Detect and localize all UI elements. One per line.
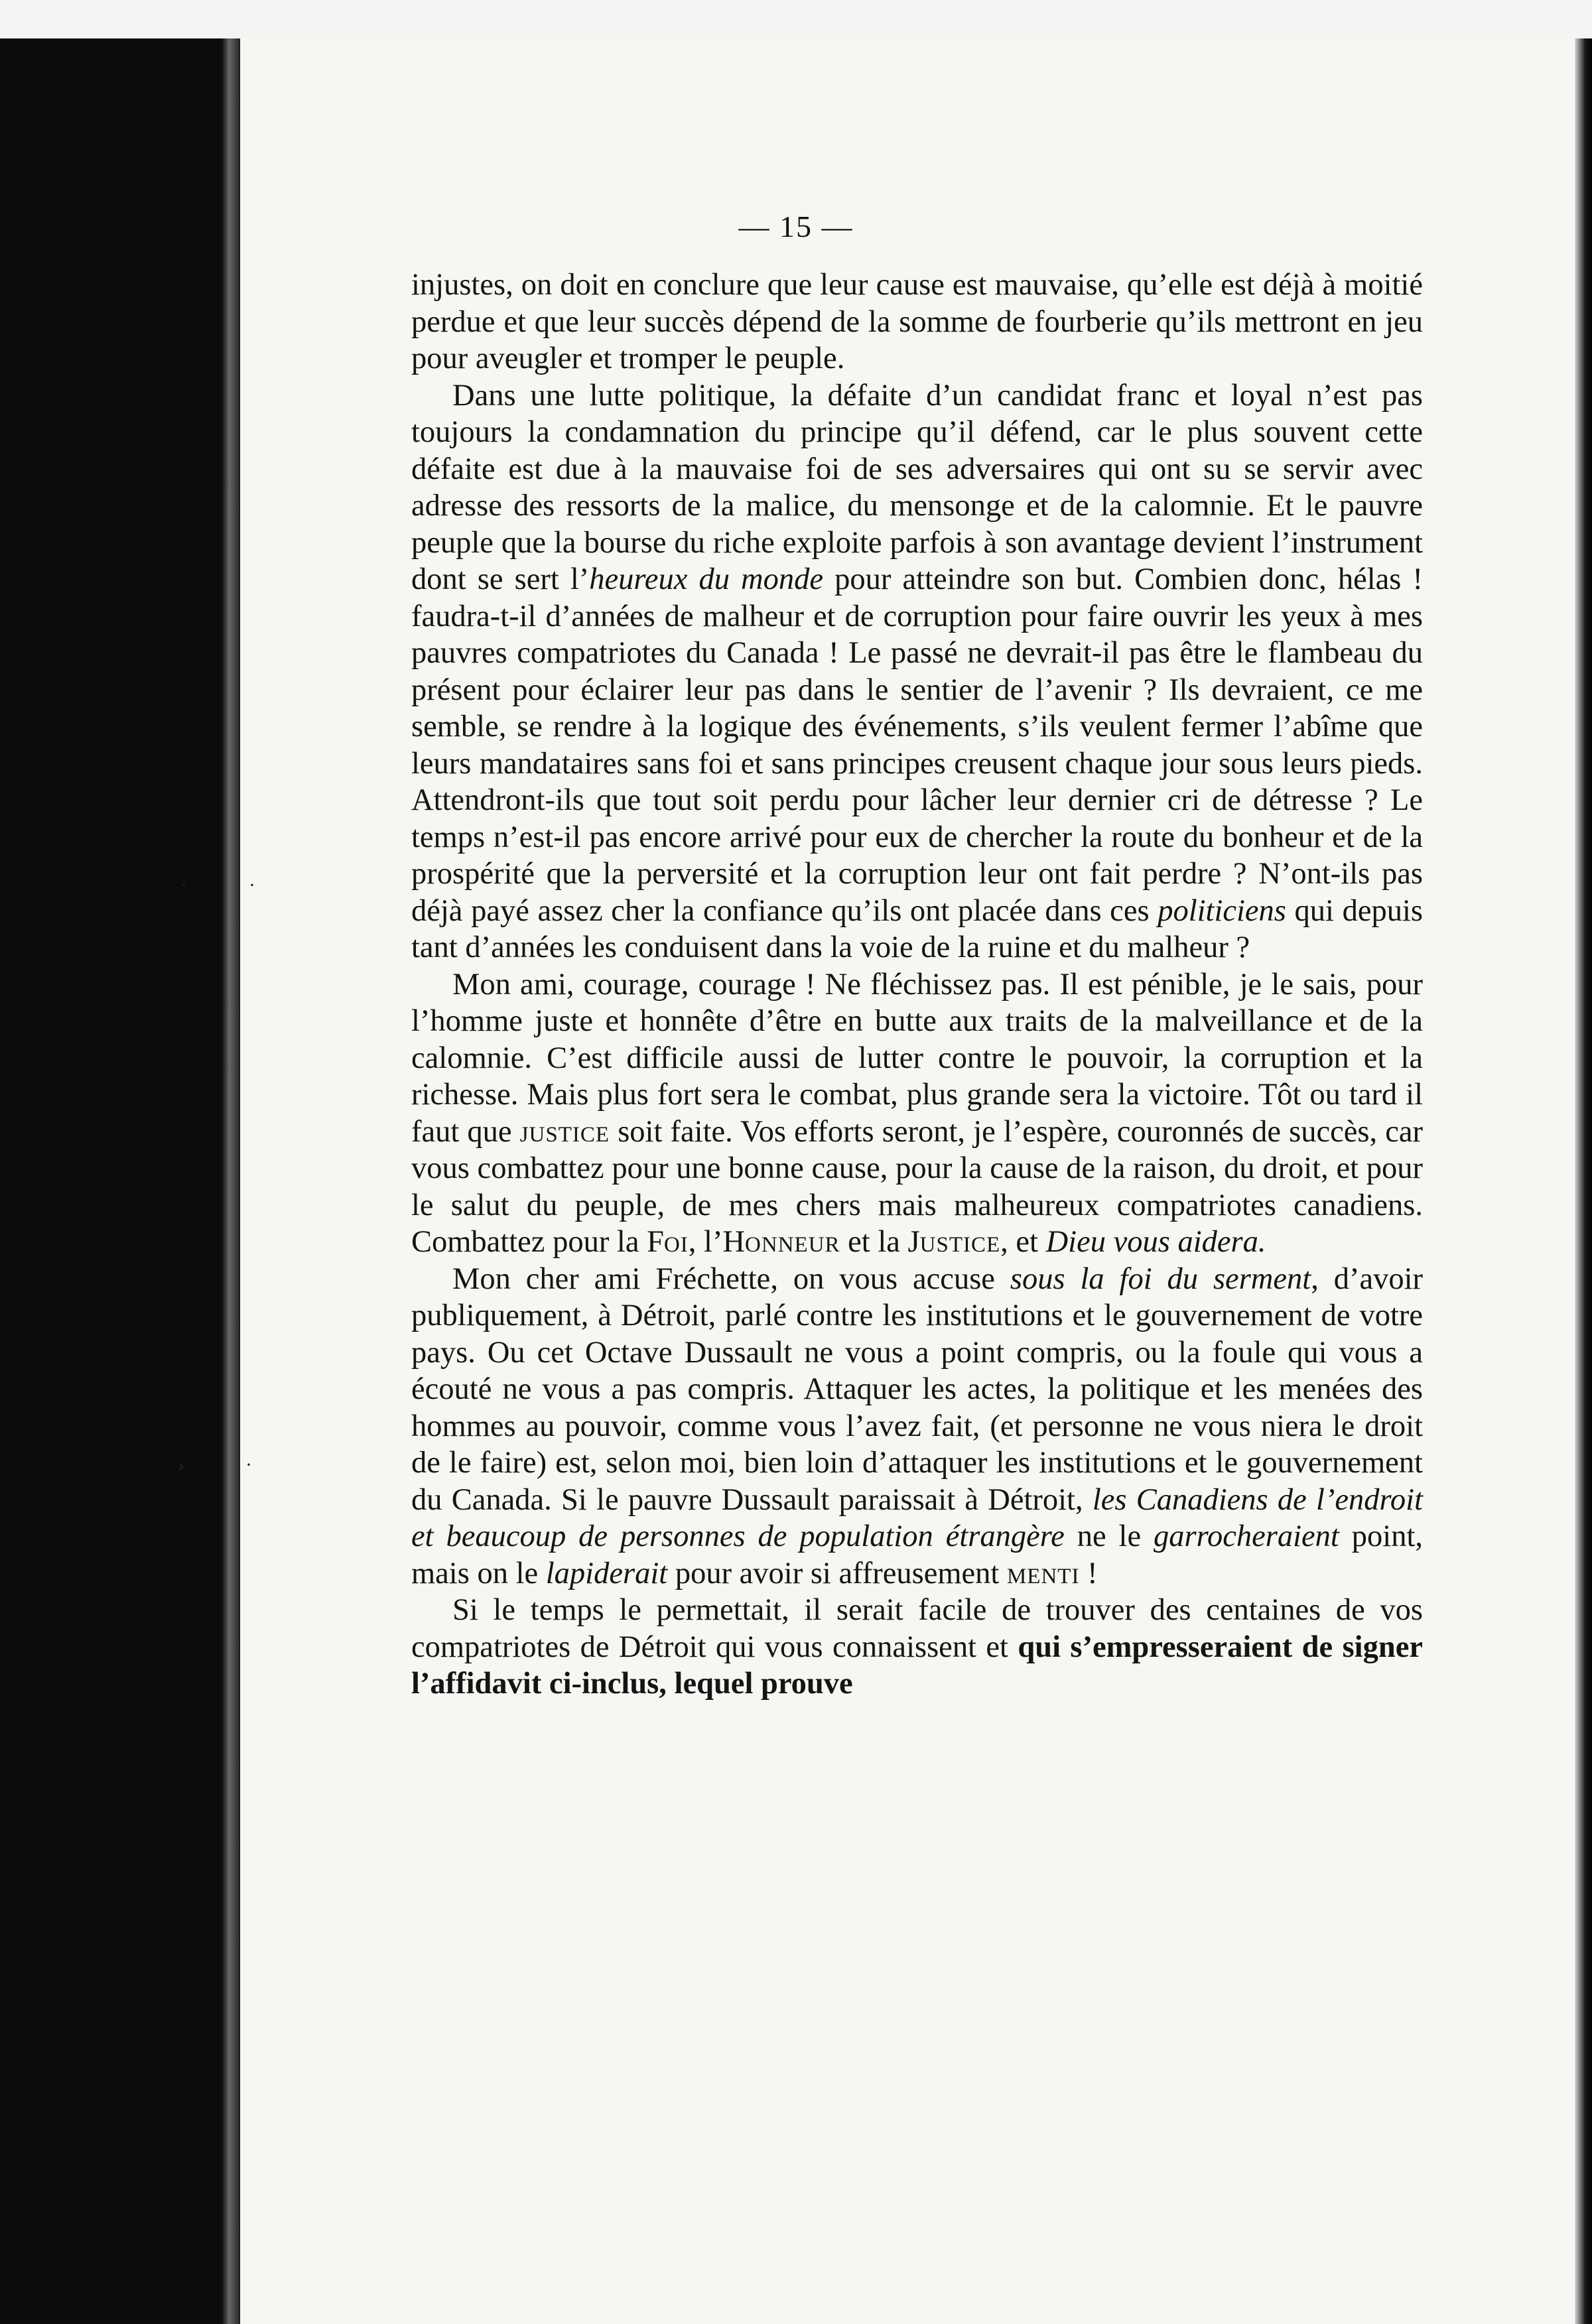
text-run: injustes, on doit en conclure que leur cause est mauvaise, qu’elle est déjà à moitié perdue et que leur succès dépend de la somme de fourberie qu’ils mettront en jeu pour aveugler et tromper le peuple. (411, 268, 1423, 375)
bold-run: qui s’empresseraient de signer l’affidavit ci-inclus, lequel prouve (411, 1630, 1423, 1701)
paragraph (411, 1592, 1423, 1703)
text-run: soit faite. Vos efforts seront, je l’espère, couronnés de succès, car vous combattez pour une bonne cause, pour la cause de la raison, du droit, et pour le salut du peuple, de mes chers mais malheureux compatriotes canadiens. Combattez pour la F (411, 1114, 1423, 1259)
italic-run: garrocheraient (1154, 1519, 1339, 1553)
text-run: Mon ami, courage, courage ! Ne fléchissez pas. Il est pénible, je le sais, pour l’homme juste et honnête d’être en butte aux traits de la malveillance et de la calomnie. C’est difficile aussi de lutter contre le pouvoir, la corruption et la richesse. Mais plus fort sera le combat, plus grande sera la victoire. Tôt ou tard il faut que (411, 967, 1423, 1149)
paragraph (411, 377, 1423, 966)
body-text (411, 267, 1423, 1703)
italic-run: les Canadiens de l’endroit et beaucoup de personnes de population étrangère (411, 1482, 1423, 1553)
text-run: , et (1000, 1225, 1046, 1259)
text-run: et la J (840, 1225, 920, 1259)
margin-mark: › (178, 1454, 184, 1476)
margin-mark: · (245, 1454, 252, 1476)
small-caps-run: ustice (919, 1225, 1001, 1259)
text-run: qui depuis tant d’années les conduisent dans la voie de la ruine et du malheur ? (411, 893, 1423, 964)
italic-run: sous la foi du serment (1010, 1261, 1311, 1296)
text-run: point, mais on le (411, 1519, 1423, 1590)
text-run: ne le (1064, 1519, 1154, 1553)
small-caps-run: menti (1006, 1556, 1080, 1590)
page-binding-shadow (222, 38, 239, 2324)
paragraph (411, 1261, 1423, 1592)
italic-run: politiciens (1158, 893, 1286, 928)
text-run: ! (1079, 1556, 1098, 1590)
page-right-edge (1575, 38, 1592, 2324)
italic-run: Dieu vous aidera. (1045, 1225, 1266, 1259)
small-caps-run: oi (663, 1225, 689, 1259)
text-run: , d’avoir publiquement, à Détroit, parlé contre les institutions et le gouvernement de votre pays. Ou cet Octave Dussault ne vous a point compris, ou la foule qui vous a écouté ne vous a pas compris. Attaquer les actes, la politique et les menées des hommes au pouvoir, comme vous l’avez fait, (et personne ne vous niera le droit de le faire) est, selon moi, bien loin d’attaquer les institutions et le gouvernement du Canada. Si le pauvre Dussault paraissait à Détroit, (411, 1261, 1424, 1517)
text-run: , l’H (688, 1225, 746, 1259)
paragraph (411, 267, 1423, 377)
italic-run: heureux du monde (589, 562, 824, 596)
text-run: Si le temps le permettait, il serait facile de trouver des centaines de vos compatriotes de Détroit qui vous connaissent et (411, 1593, 1423, 1664)
small-caps-run: justice (519, 1114, 610, 1149)
margin-mark: · (180, 874, 187, 896)
small-caps-run: onneur (745, 1225, 840, 1259)
italic-run: lapiderait (545, 1556, 668, 1590)
paragraph (411, 966, 1423, 1261)
text-run: pour avoir si affreusement (667, 1556, 1007, 1590)
margin-mark: · (249, 874, 255, 896)
scan-top-strip (0, 0, 1592, 38)
text-run: pour atteindre son but. Combien donc, hélas ! faudra-t-il d’années de malheur et de corruption pour faire ouvrir les yeux à mes pauvres compatriotes du Canada ! Le passé ne devrait-il pas être le flambeau du présent pour éclairer leur pas dans le sentier de l’avenir ? Ils devraient, ce me semble, se rendre à la logique des événements, s’ils veulent fermer l’abîme que leurs mandataires sans foi et sans principes creusent chaque jour sous leurs pieds. Attendront-ils que tout soit perdu pour lâcher leur dernier cri de détresse ? Le temps n’est-il pas encore arrivé pour eux de chercher la route du bonheur et de la prospérité que la perversité et la corruption leur ont fait perdre ? N’ont-ils pas déjà payé assez cher la confiance qu’ils ont placée dans ces (411, 562, 1423, 928)
text-run: Mon cher ami Fréchette, on vous accuse (452, 1261, 1010, 1296)
page-number: — 15 — (738, 210, 854, 243)
text-run: Dans une lutte politique, la défaite d’un candidat franc et loyal n’est pas toujours la condamnation du principe qu’il défend, car le plus souvent cette défaite est due à la mauvaise foi de ses adversaires qui ont su se servir avec adresse des ressorts de la malice, du mensonge et de la calomnie. Et le pauvre peuple que la bourse du riche exploite parfois à son avantage devient l’instrument dont se sert l’ (411, 378, 1423, 596)
